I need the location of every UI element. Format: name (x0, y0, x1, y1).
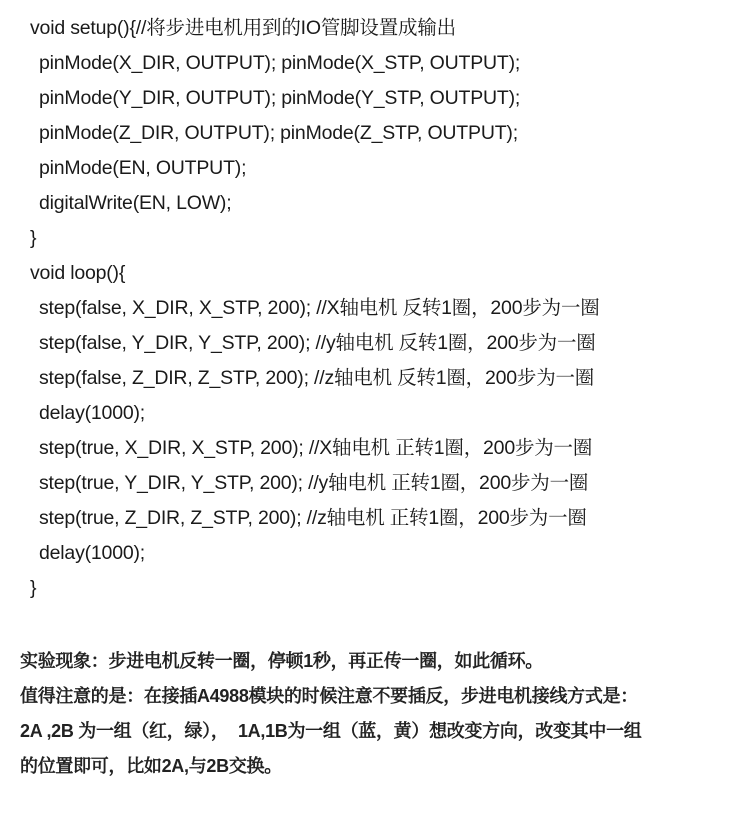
code-line: } (30, 227, 37, 249)
code-line: void loop(){ (30, 262, 126, 284)
note-line: 的位置即可，比如2A,与2B交换。 (20, 756, 282, 776)
code-line: step(true, X_DIR, X_STP, 200); //X轴电机 正转1圈，200步为一圈 (39, 437, 593, 459)
code-line: delay(1000); (39, 542, 146, 564)
code-line: step(true, Z_DIR, Z_STP, 200); //z轴电机 正转1圈，200步为一圈 (39, 507, 587, 529)
note-line: 实验现象：步进电机反转一圈，停顿1秒，再正传一圈，如此循环。 (20, 651, 544, 671)
code-block (30, 11, 600, 606)
code-line: step(true, Y_DIR, Y_STP, 200); //y轴电机 正转1圈，200步为一圈 (39, 472, 589, 494)
code-line: pinMode(Y_DIR, OUTPUT); pinMode(Y_STP, OUTPUT); (39, 87, 521, 109)
code-line: void setup(){//将步进电机用到的IO管脚设置成输出 (30, 17, 456, 39)
code-line: } (30, 577, 37, 599)
note-line: 值得注意的是：在接插A4988模块的时候注意不要插反，步进电机接线方式是： (20, 686, 638, 706)
code-line: pinMode(EN, OUTPUT); (39, 157, 247, 179)
code-line: delay(1000); (39, 402, 146, 424)
note-line: 2A ,2B 为一组（红，绿）， 1A,1B为一组（蓝，黄）想改变方向，改变其中一组 (20, 721, 642, 741)
code-line: digitalWrite(EN, LOW); (39, 192, 232, 214)
code-line: step(false, X_DIR, X_STP, 200); //X轴电机 反转1圈，200步为一圈 (39, 297, 600, 319)
notes-paragraph (20, 644, 641, 784)
code-line: step(false, Y_DIR, Y_STP, 200); //y轴电机 反转1圈，200步为一圈 (39, 332, 596, 354)
code-line: step(false, Z_DIR, Z_STP, 200); //z轴电机 反转1圈，200步为一圈 (39, 367, 595, 389)
code-line: pinMode(X_DIR, OUTPUT); pinMode(X_STP, OUTPUT); (39, 52, 521, 74)
code-line: pinMode(Z_DIR, OUTPUT); pinMode(Z_STP, OUTPUT); (39, 122, 518, 144)
